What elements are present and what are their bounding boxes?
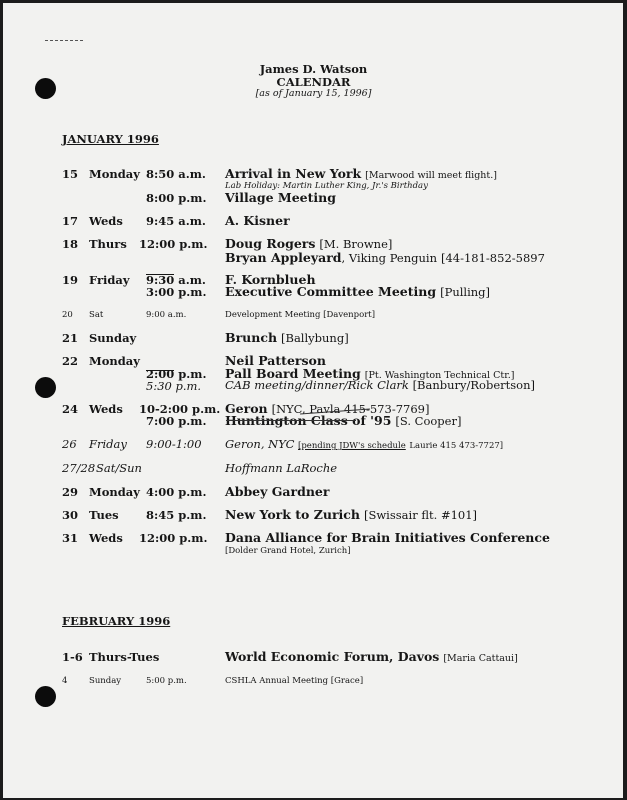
row-date: 19	[62, 273, 79, 287]
row-time-2: 2:00 p.m.	[146, 367, 207, 381]
row-time: 9:30 a.m.	[146, 273, 206, 287]
event-note-2: [Pt. Washington Technical Ctr.]	[364, 370, 515, 381]
row-date: 26	[62, 437, 77, 451]
event-note: [Dolder Grand Hotel, Zurich]	[225, 546, 351, 556]
event-note: [NYC, Pavla 415-573-7769]	[271, 402, 430, 416]
event-title-3: CAB meeting/dinner/Rick Clark	[225, 378, 409, 392]
row-event-line	[225, 507, 477, 522]
row-time: 10-2:00 p.m.	[139, 402, 221, 416]
row-date: 29	[62, 485, 79, 499]
row-time-3: 5:30 p.m.	[146, 379, 202, 393]
event-title-2: Executive Committee Meeting	[225, 284, 437, 299]
row-date: 21	[62, 331, 79, 345]
event-title: Development Meeting	[225, 310, 321, 320]
event-title-2: Village Meeting	[225, 190, 336, 205]
event-title: Geron, NYC	[225, 437, 295, 451]
event-detail-2: , Viking Penguin	[341, 251, 437, 265]
row-date: 24	[62, 402, 79, 416]
row-date: 17	[62, 214, 79, 228]
row-day: Friday	[89, 437, 127, 451]
event-title: Hoffmann LaRoche	[225, 461, 338, 475]
row-event-line	[225, 649, 518, 664]
event-title: Arrival in New York	[225, 166, 362, 181]
event-title-2: Pall Board Meeting	[225, 366, 361, 381]
event-note: [Ballybung]	[281, 331, 349, 345]
row-event-line-2	[225, 284, 490, 299]
event-title: Neil Patterson	[225, 353, 326, 368]
row-day: Weds	[89, 214, 123, 228]
event-note: [Swissair flt. #101]	[363, 508, 478, 522]
event-title: CSHLA Annual Meeting	[225, 676, 329, 686]
row-date: 1-6	[62, 650, 83, 664]
event-title: Brunch	[225, 330, 278, 345]
binder-hole-middle	[35, 377, 56, 398]
event-note: [Grace]	[330, 676, 364, 686]
event-note-3: [Banbury/Robertson]	[412, 378, 535, 392]
document-author: James D. Watson	[259, 62, 368, 76]
row-day: Sunday	[89, 331, 137, 345]
event-title: New York to Zurich	[225, 507, 360, 522]
handwritten-strikeout	[226, 420, 356, 421]
row-date: 22	[62, 354, 79, 368]
row-date: 20	[62, 310, 73, 320]
row-event-line	[225, 437, 503, 451]
row-day: Friday	[89, 273, 130, 287]
row-date: 31	[62, 531, 79, 545]
section-heading-january: JANUARY 1996	[62, 132, 159, 146]
event-note: [Davenport]	[323, 310, 376, 320]
row-date: 4	[62, 676, 68, 686]
row-date: 27/28	[62, 461, 96, 475]
row-time: 9:00-1:00	[146, 437, 202, 451]
row-date: 15	[62, 167, 79, 181]
row-day: Weds	[89, 402, 123, 416]
row-event-line	[225, 310, 375, 320]
row-time: 8:50 a.m.	[146, 167, 206, 181]
event-title: F. Kornblueh	[225, 272, 316, 287]
row-day: Thurs	[89, 237, 127, 251]
row-day: Monday	[89, 167, 140, 181]
event-title: Abbey Gardner	[225, 484, 330, 499]
event-note-2: [Pulling]	[440, 285, 491, 299]
event-title-2: Huntington Class of '95	[225, 413, 392, 428]
event-title: Geron	[225, 401, 268, 416]
row-event-line-3	[225, 378, 535, 392]
document-title: CALENDAR	[276, 75, 351, 89]
event-title: Doug Rogers	[225, 236, 316, 251]
row-time-2: 7:00 p.m.	[146, 414, 207, 428]
row-day: Sat/Sun	[96, 461, 142, 475]
row-date: 30	[62, 508, 79, 522]
event-title: World Economic Forum, Davos	[225, 649, 440, 664]
row-time: 4:00 p.m.	[146, 485, 207, 499]
event-title: A. Kisner	[225, 213, 290, 228]
row-day: Sat	[89, 310, 104, 320]
event-note-contact: Laurie 415 473-7727]	[409, 441, 504, 451]
event-title-2: Bryan Appleyard	[225, 250, 342, 265]
row-day: Weds	[89, 531, 123, 545]
section-heading-february: FEBRUARY 1996	[62, 614, 171, 628]
row-date: 18	[62, 237, 79, 251]
row-event-line	[225, 676, 363, 686]
row-time: 5:00 p.m.	[146, 676, 187, 686]
row-time: 9:45 a.m.	[146, 214, 206, 228]
row-event-line	[225, 236, 392, 251]
row-time-2: 8:00 p.m.	[146, 191, 207, 205]
row-day: Tues	[89, 508, 119, 522]
holiday-note: Lab Holiday: Martin Luther King, Jr.'s Birthday	[225, 181, 428, 191]
row-day: Monday	[89, 485, 140, 499]
row-day: Monday	[89, 354, 140, 368]
stray-mark	[45, 40, 83, 41]
event-note: [Marwood will meet flight.]	[365, 170, 497, 181]
event-title: Dana Alliance for Brain Initiatives Conference	[225, 530, 550, 545]
as-of-date: [as of January 15, 1996]	[255, 88, 372, 99]
row-time: 9:00 a.m.	[146, 310, 187, 320]
row-event-line	[225, 330, 349, 345]
row-time-2: 3:00 p.m.	[146, 285, 207, 299]
row-event-line	[225, 166, 497, 181]
row-day: Sunday	[89, 676, 122, 686]
event-note-2: [S. Cooper]	[395, 414, 462, 428]
row-time: 12:00 p.m.	[139, 531, 208, 545]
event-note: [Maria Cattaui]	[443, 653, 518, 664]
row-time: 12:00 p.m.	[139, 237, 208, 251]
event-note: [M. Browne]	[319, 237, 393, 251]
row-event-line-2	[225, 250, 545, 265]
binder-hole-bottom	[35, 686, 56, 707]
event-note-pending: [pending JDW's schedule	[298, 441, 406, 451]
row-day: Thurs-Tues	[89, 650, 160, 664]
event-note-2: [44-181-852-5897	[440, 251, 545, 265]
row-time: 8:45 p.m.	[146, 508, 207, 522]
